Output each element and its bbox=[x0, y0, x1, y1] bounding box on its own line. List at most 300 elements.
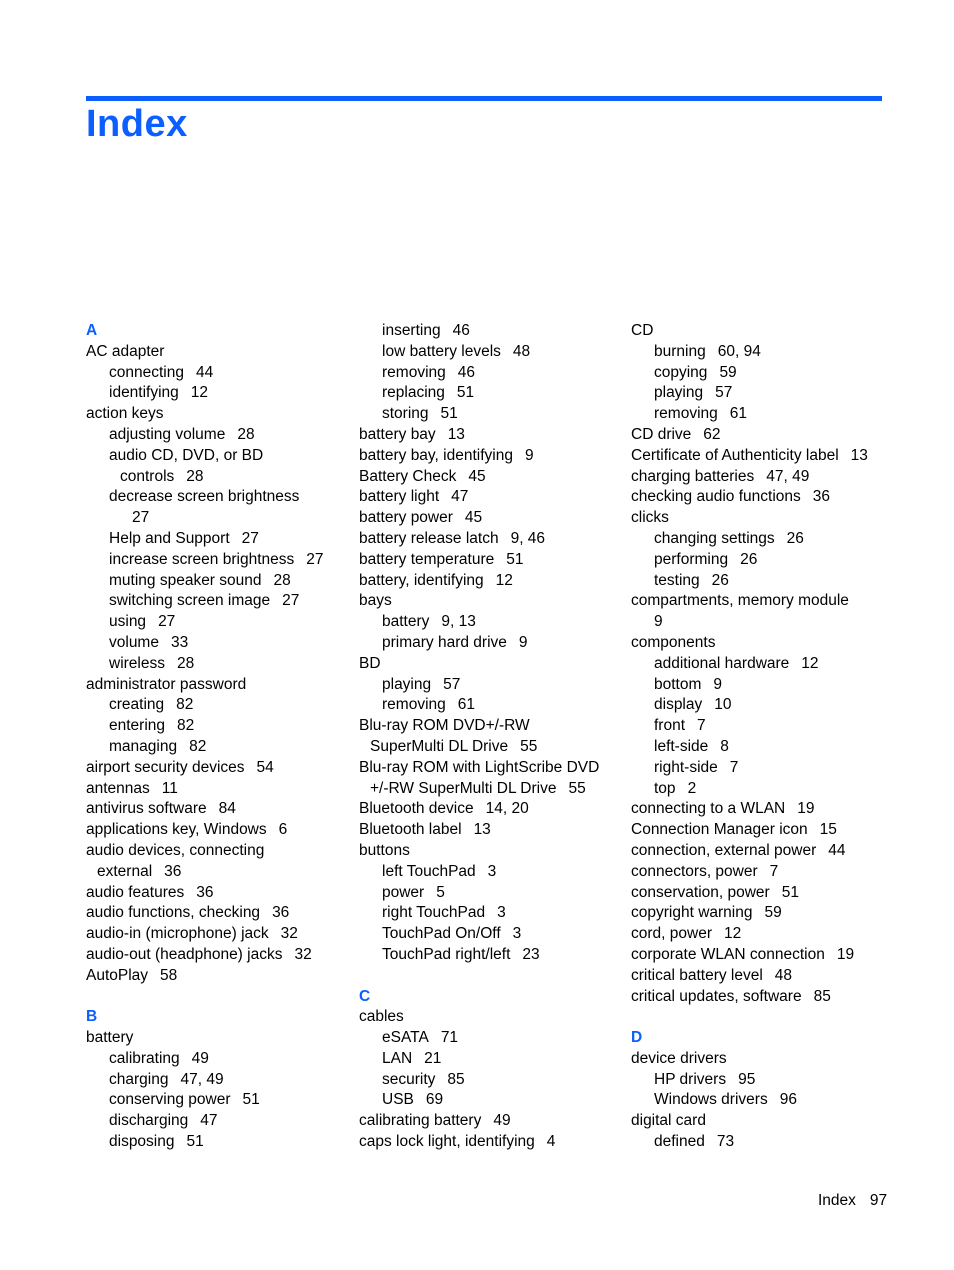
entry-term: defined bbox=[654, 1133, 705, 1151]
index-subentry bbox=[359, 321, 621, 342]
index-entry bbox=[359, 425, 621, 446]
entry-term: digital card bbox=[631, 1112, 706, 1130]
letter-label: C bbox=[359, 987, 371, 1005]
index-subentry bbox=[631, 779, 893, 800]
entry-term: inserting bbox=[382, 322, 441, 339]
index-subentry bbox=[86, 1090, 346, 1111]
index-entry bbox=[631, 1049, 893, 1070]
entry-term: bottom bbox=[654, 675, 702, 693]
index-subentry bbox=[359, 383, 621, 404]
entry-term: right TouchPad bbox=[382, 904, 486, 922]
index-entry bbox=[631, 883, 893, 904]
index-entry bbox=[631, 862, 893, 883]
index-subentry bbox=[86, 1070, 346, 1091]
entry-page-refs[interactable]: 9 bbox=[654, 613, 663, 631]
entry-page-refs[interactable]: 47 bbox=[451, 488, 469, 506]
entry-term: CD drive bbox=[631, 425, 692, 443]
entry-page-refs[interactable]: 69 bbox=[425, 1091, 444, 1109]
entry-term: audio features bbox=[86, 883, 185, 901]
entry-page-refs[interactable]: 11 bbox=[161, 779, 178, 797]
entry-page-refs[interactable]: 47, 49 bbox=[766, 467, 810, 485]
entry-term: Bluetooth label bbox=[359, 821, 462, 839]
entry-term: battery temperature bbox=[359, 550, 495, 568]
entry-page-refs[interactable]: 62 bbox=[703, 425, 721, 443]
entry-term: increase screen brightness bbox=[109, 550, 295, 568]
entry-page-refs[interactable]: 82 bbox=[176, 696, 194, 714]
entry-page-refs[interactable]: 32 bbox=[294, 945, 312, 963]
entry-page-refs[interactable]: 44 bbox=[828, 841, 846, 859]
entry-page-refs[interactable]: 44 bbox=[195, 363, 214, 381]
entry-page-refs[interactable]: 73 bbox=[716, 1133, 735, 1151]
entry-page-refs[interactable]: 7 bbox=[729, 758, 739, 776]
entry-term: connecting bbox=[109, 363, 184, 381]
index-subentry bbox=[631, 571, 893, 592]
entry-page-refs[interactable]: 51 bbox=[456, 384, 475, 402]
index-subentry bbox=[86, 1111, 346, 1132]
index-entry bbox=[86, 342, 346, 363]
index-subentry bbox=[359, 945, 621, 966]
entry-term: Connection Manager icon bbox=[631, 821, 808, 839]
entry-page-refs[interactable]: 7 bbox=[769, 862, 779, 880]
index-subentry bbox=[86, 487, 346, 508]
entry-page-refs[interactable]: 6 bbox=[278, 821, 288, 839]
entry-term: antennas bbox=[86, 779, 150, 797]
entry-page-refs[interactable]: 9 bbox=[713, 675, 723, 693]
entry-page-refs[interactable]: 46 bbox=[457, 363, 475, 381]
index-subentry bbox=[86, 1132, 346, 1153]
entry-page-refs[interactable]: 27 bbox=[241, 529, 259, 547]
index-subentry bbox=[359, 924, 621, 945]
index-entry bbox=[359, 841, 621, 862]
entry-term: eSATA bbox=[382, 1029, 429, 1047]
entry-page-refs[interactable]: 26 bbox=[786, 529, 804, 547]
entry-term: Certificate of Authenticity label bbox=[631, 446, 839, 464]
entry-term: left-side bbox=[654, 737, 709, 755]
entry-term: performing bbox=[654, 550, 729, 568]
index-subentry bbox=[359, 695, 621, 716]
entry-term: battery bbox=[382, 613, 430, 631]
entry-term: playing bbox=[654, 384, 704, 402]
entry-page-refs[interactable]: 19 bbox=[836, 945, 855, 963]
index-entry bbox=[631, 945, 893, 966]
index-subentry bbox=[359, 903, 621, 924]
index-entry bbox=[86, 404, 346, 425]
entry-page-refs[interactable]: 21 bbox=[424, 1049, 442, 1067]
index-subentry bbox=[359, 342, 621, 363]
index-subentry bbox=[359, 633, 621, 654]
entry-term: corporate WLAN connection bbox=[631, 945, 825, 963]
entry-term: battery, identifying bbox=[359, 571, 484, 589]
entry-term: LAN bbox=[382, 1049, 413, 1067]
index-letter-heading bbox=[86, 321, 346, 342]
index-entry bbox=[86, 799, 346, 820]
entry-term: TouchPad right/left bbox=[382, 945, 511, 963]
index-entry bbox=[359, 571, 621, 592]
index-entry bbox=[86, 924, 346, 945]
entry-page-refs[interactable]: 60, 94 bbox=[717, 342, 761, 360]
entry-page-refs[interactable]: 45 bbox=[468, 467, 486, 485]
footer-label: Index bbox=[818, 1192, 856, 1209]
entry-page-refs[interactable]: 36 bbox=[272, 904, 290, 922]
entry-page-refs[interactable]: 27 bbox=[306, 550, 324, 568]
entry-page-refs[interactable]: 55 bbox=[520, 737, 538, 755]
entry-term: battery bay, identifying bbox=[359, 446, 513, 464]
index-subentry bbox=[359, 1070, 621, 1091]
entry-term: front bbox=[654, 717, 686, 735]
index-subentry bbox=[631, 695, 893, 716]
entry-page-refs[interactable]: 95 bbox=[738, 1070, 756, 1088]
index-entry bbox=[86, 1028, 346, 1049]
entry-page-refs[interactable]: 28 bbox=[176, 654, 195, 672]
entry-term: primary hard drive bbox=[382, 633, 507, 651]
entry-term: volume bbox=[109, 633, 159, 651]
index-subentry bbox=[86, 425, 346, 446]
index-column-1 bbox=[86, 321, 346, 1153]
index-entry bbox=[631, 1111, 893, 1132]
entry-term: critical battery level bbox=[631, 966, 763, 984]
entry-page-refs[interactable]: 28 bbox=[186, 467, 204, 485]
entry-term: wireless bbox=[109, 654, 165, 672]
index-column-3 bbox=[631, 321, 893, 1153]
entry-term: buttons bbox=[359, 841, 410, 859]
index-entry bbox=[359, 446, 621, 467]
entry-page-refs[interactable]: 19 bbox=[797, 800, 815, 818]
index-entry bbox=[631, 446, 893, 467]
entry-page-refs[interactable]: 28 bbox=[237, 425, 255, 443]
entry-term: controls bbox=[120, 467, 175, 485]
entry-page-refs[interactable]: 33 bbox=[170, 633, 189, 651]
index-entry bbox=[359, 799, 621, 820]
index-entry bbox=[631, 633, 893, 654]
entry-page-refs[interactable]: 36 bbox=[196, 883, 214, 901]
entry-page-refs[interactable]: 10 bbox=[714, 696, 732, 714]
entry-page-refs[interactable]: 59 bbox=[764, 904, 782, 922]
index-subentry bbox=[631, 675, 893, 696]
entry-page-refs[interactable]: 85 bbox=[813, 987, 831, 1005]
entry-page-refs[interactable]: 23 bbox=[522, 945, 540, 963]
entry-page-refs[interactable]: 82 bbox=[189, 737, 207, 755]
entry-term: CD bbox=[631, 322, 654, 339]
section-gap bbox=[86, 987, 346, 1008]
entry-term: conserving power bbox=[109, 1091, 231, 1109]
index-letter-heading bbox=[631, 1028, 893, 1049]
entry-term: left TouchPad bbox=[382, 862, 476, 880]
entry-page-refs[interactable]: 12 bbox=[495, 571, 513, 589]
entry-page-refs[interactable]: 13 bbox=[473, 821, 491, 839]
index-entry-continuation bbox=[631, 612, 893, 633]
index-entry-continuation bbox=[359, 737, 621, 758]
index-entry bbox=[86, 820, 346, 841]
index-subentry bbox=[86, 571, 346, 592]
index-subentry bbox=[631, 342, 893, 363]
entry-page-refs[interactable]: 49 bbox=[191, 1049, 209, 1067]
entry-page-refs[interactable]: 36 bbox=[812, 488, 831, 506]
entry-page-refs[interactable]: 51 bbox=[186, 1133, 204, 1151]
index-entry bbox=[86, 883, 346, 904]
entry-term: calibrating battery bbox=[359, 1112, 482, 1130]
entry-page-refs[interactable]: 57 bbox=[715, 384, 733, 402]
entry-term: connectors, power bbox=[631, 862, 758, 880]
index-subentry bbox=[86, 633, 346, 654]
entry-page-refs[interactable]: 59 bbox=[719, 363, 737, 381]
index-entry bbox=[359, 508, 621, 529]
index-entry bbox=[86, 903, 346, 924]
index-subentry bbox=[86, 1049, 346, 1070]
entry-page-refs[interactable]: 4 bbox=[546, 1133, 556, 1151]
entry-term: copying bbox=[654, 363, 708, 381]
entry-term: removing bbox=[654, 405, 718, 423]
entry-page-refs[interactable]: 51 bbox=[506, 550, 524, 568]
index-subentry bbox=[359, 363, 621, 384]
entry-term: components bbox=[631, 633, 716, 651]
entry-term: calibrating bbox=[109, 1049, 180, 1067]
entry-page-refs[interactable]: 47 bbox=[200, 1112, 218, 1130]
entry-term: disposing bbox=[109, 1133, 175, 1151]
entry-page-refs[interactable]: 96 bbox=[779, 1091, 797, 1109]
entry-page-refs[interactable]: 55 bbox=[568, 779, 586, 797]
letter-label: D bbox=[631, 1029, 643, 1047]
entry-page-refs[interactable]: 82 bbox=[177, 717, 195, 735]
index-entry bbox=[631, 321, 893, 342]
entry-page-refs[interactable]: 26 bbox=[740, 550, 758, 568]
entry-page-refs[interactable]: 5 bbox=[436, 883, 445, 901]
entry-page-refs[interactable]: 61 bbox=[457, 696, 475, 714]
index-subentry bbox=[86, 363, 346, 384]
index-subentry bbox=[631, 1070, 893, 1091]
index-subentry bbox=[86, 716, 346, 737]
entry-term: removing bbox=[382, 696, 446, 714]
entry-term: audio CD, DVD, or BD bbox=[109, 446, 264, 464]
entry-term: bays bbox=[359, 592, 392, 610]
entry-page-refs[interactable]: 51 bbox=[781, 883, 799, 901]
entry-page-refs[interactable]: 26 bbox=[711, 571, 729, 589]
entry-term: Blu-ray ROM with LightScribe DVD bbox=[359, 758, 600, 776]
index-column-2 bbox=[359, 321, 621, 1153]
entry-page-refs[interactable]: 9, 46 bbox=[510, 529, 546, 547]
index-entry bbox=[631, 799, 893, 820]
index-subentry bbox=[359, 883, 621, 904]
entry-term: device drivers bbox=[631, 1049, 727, 1067]
entry-term: SuperMulti DL Drive bbox=[370, 737, 509, 755]
index-entry bbox=[631, 508, 893, 529]
index-subentry bbox=[86, 737, 346, 758]
index-entry bbox=[86, 758, 346, 779]
entry-term: battery bbox=[86, 1029, 134, 1047]
entry-page-refs[interactable]: 8 bbox=[720, 737, 729, 755]
entry-page-refs[interactable]: 3 bbox=[497, 904, 506, 922]
entry-term: critical updates, software bbox=[631, 987, 802, 1005]
entry-term: storing bbox=[382, 405, 429, 423]
index-subentry bbox=[359, 1090, 621, 1111]
index-entry bbox=[631, 903, 893, 924]
index-entry-continuation bbox=[86, 862, 346, 883]
entry-page-refs[interactable]: 12 bbox=[723, 925, 742, 943]
entry-term: security bbox=[382, 1070, 436, 1088]
entry-page-refs[interactable]: 32 bbox=[280, 925, 298, 943]
index-subentry bbox=[631, 1090, 893, 1111]
index-entry bbox=[631, 924, 893, 945]
entry-page-refs[interactable]: 51 bbox=[440, 405, 458, 423]
entry-term: caps lock light, identifying bbox=[359, 1133, 535, 1151]
index-subentry bbox=[86, 446, 346, 467]
entry-page-refs[interactable]: 3 bbox=[512, 925, 522, 943]
entry-term: creating bbox=[109, 696, 165, 714]
index-letter-heading bbox=[359, 987, 621, 1008]
entry-term: HP drivers bbox=[654, 1070, 727, 1088]
entry-term: top bbox=[654, 779, 676, 797]
index-subentry bbox=[359, 862, 621, 883]
entry-page-refs[interactable]: 15 bbox=[819, 821, 837, 839]
entry-page-refs[interactable]: 36 bbox=[164, 862, 182, 880]
entry-page-refs[interactable]: 48 bbox=[512, 342, 531, 360]
letter-label: A bbox=[86, 322, 98, 339]
entry-term: using bbox=[109, 613, 147, 631]
index-subentry bbox=[631, 550, 893, 571]
index-entry bbox=[86, 945, 346, 966]
entry-term: AC adapter bbox=[86, 342, 165, 360]
index-subentry bbox=[359, 612, 621, 633]
index-entry bbox=[86, 966, 346, 987]
index-subentry bbox=[86, 654, 346, 675]
index-entry bbox=[86, 841, 346, 862]
index-entry bbox=[359, 591, 621, 612]
entry-term: muting speaker sound bbox=[109, 571, 262, 589]
entry-page-refs[interactable]: 84 bbox=[218, 800, 236, 818]
section-gap bbox=[631, 1007, 893, 1028]
entry-page-refs[interactable]: 58 bbox=[160, 966, 178, 984]
entry-page-refs[interactable]: 85 bbox=[447, 1070, 465, 1088]
entry-term: airport security devices bbox=[86, 758, 245, 776]
page-title: Index bbox=[86, 103, 188, 145]
entry-term: Blu-ray ROM DVD+/-RW bbox=[359, 717, 530, 735]
index-subentry bbox=[359, 1028, 621, 1049]
entry-term: Bluetooth device bbox=[359, 800, 474, 818]
entry-page-refs[interactable]: 9 bbox=[524, 446, 534, 464]
index-subentry bbox=[359, 675, 621, 696]
entry-term: cables bbox=[359, 1008, 404, 1026]
entry-term: cord, power bbox=[631, 925, 712, 943]
entry-page-refs[interactable]: 48 bbox=[774, 966, 793, 984]
entry-term: testing bbox=[654, 571, 700, 589]
entry-page-refs[interactable]: 27 bbox=[132, 509, 150, 527]
index-subentry bbox=[631, 404, 893, 425]
entry-term: audio devices, connecting bbox=[86, 841, 265, 859]
entry-page-refs[interactable]: 9, 13 bbox=[441, 613, 476, 631]
index-entry bbox=[631, 987, 893, 1008]
entry-term: Windows drivers bbox=[654, 1091, 768, 1109]
index-subentry bbox=[631, 737, 893, 758]
entry-term: identifying bbox=[109, 384, 179, 402]
index-letter-heading bbox=[86, 1007, 346, 1028]
entry-term: Help and Support bbox=[109, 529, 230, 547]
entry-term: audio-out (headphone) jacks bbox=[86, 945, 283, 963]
index-subentry-continuation bbox=[86, 467, 346, 488]
entry-page-refs[interactable]: 61 bbox=[729, 405, 747, 423]
entry-page-refs[interactable]: 12 bbox=[190, 384, 209, 402]
entry-term: audio-in (microphone) jack bbox=[86, 925, 269, 943]
entry-page-refs[interactable]: 3 bbox=[487, 862, 497, 880]
entry-page-refs[interactable]: 12 bbox=[801, 654, 819, 672]
entry-page-refs[interactable]: 71 bbox=[440, 1029, 459, 1047]
index-entry bbox=[631, 591, 893, 612]
entry-page-refs[interactable]: 27 bbox=[282, 592, 300, 610]
footer-page-number: 97 bbox=[869, 1192, 888, 1209]
entry-term: playing bbox=[382, 675, 432, 693]
index-entry bbox=[86, 779, 346, 800]
entry-term: removing bbox=[382, 363, 446, 381]
entry-page-refs[interactable]: 27 bbox=[158, 613, 176, 631]
entry-term: audio functions, checking bbox=[86, 904, 261, 922]
entry-term: connection, external power bbox=[631, 841, 817, 859]
entry-term: switching screen image bbox=[109, 592, 271, 610]
entry-term: battery power bbox=[359, 509, 453, 527]
index-subentry bbox=[631, 529, 893, 550]
letter-label: B bbox=[86, 1008, 98, 1026]
entry-page-refs[interactable]: 13 bbox=[850, 446, 868, 464]
entry-term: applications key, Windows bbox=[86, 821, 267, 839]
index-subentry bbox=[86, 591, 346, 612]
entry-page-refs[interactable]: 54 bbox=[256, 758, 274, 776]
entry-term: Battery Check bbox=[359, 467, 457, 485]
index-entry bbox=[631, 966, 893, 987]
entry-term: adjusting volume bbox=[109, 425, 226, 443]
entry-term: managing bbox=[109, 737, 178, 755]
entry-page-refs[interactable]: 47, 49 bbox=[180, 1070, 224, 1088]
title-rule bbox=[86, 96, 882, 101]
index-entry bbox=[359, 467, 621, 488]
index-subentry bbox=[631, 758, 893, 779]
entry-page-refs[interactable]: 45 bbox=[464, 509, 483, 527]
index-entry bbox=[631, 487, 893, 508]
index-entry bbox=[359, 1132, 621, 1153]
entry-term: battery release latch bbox=[359, 529, 499, 547]
entry-page-refs[interactable]: 2 bbox=[687, 779, 697, 797]
entry-term: battery light bbox=[359, 488, 440, 506]
entry-term: discharging bbox=[109, 1112, 189, 1130]
index-subentry bbox=[359, 404, 621, 425]
index-entry bbox=[359, 550, 621, 571]
entry-term: clicks bbox=[631, 509, 669, 527]
index-entry bbox=[359, 654, 621, 675]
entry-page-refs[interactable]: 9 bbox=[518, 633, 528, 651]
entry-term: connecting to a WLAN bbox=[631, 800, 786, 818]
index-entry-continuation bbox=[359, 779, 621, 800]
entry-term: changing settings bbox=[654, 529, 775, 547]
entry-term: charging batteries bbox=[631, 467, 755, 485]
entry-page-refs[interactable]: 7 bbox=[697, 717, 706, 735]
entry-page-refs[interactable]: 57 bbox=[443, 675, 461, 693]
index-entry bbox=[631, 467, 893, 488]
entry-term: AutoPlay bbox=[86, 966, 149, 984]
entry-page-refs[interactable]: 28 bbox=[273, 571, 291, 589]
entry-term: TouchPad On/Off bbox=[382, 925, 501, 943]
index-subentry bbox=[86, 383, 346, 404]
entry-page-refs[interactable]: 49 bbox=[493, 1112, 511, 1130]
entry-page-refs[interactable]: 13 bbox=[447, 425, 465, 443]
index-entry bbox=[359, 1111, 621, 1132]
index-entry bbox=[631, 841, 893, 862]
entry-page-refs[interactable]: 14, 20 bbox=[485, 800, 529, 818]
entry-term: right-side bbox=[654, 758, 718, 776]
entry-page-refs[interactable]: 46 bbox=[452, 322, 470, 339]
index-entry bbox=[631, 820, 893, 841]
section-gap bbox=[359, 966, 621, 987]
index-subentry bbox=[631, 1132, 893, 1153]
entry-term: decrease screen brightness bbox=[109, 488, 300, 506]
entry-term: compartments, memory module bbox=[631, 592, 849, 610]
entry-term: conservation, power bbox=[631, 883, 770, 901]
entry-page-refs[interactable]: 51 bbox=[242, 1091, 260, 1109]
